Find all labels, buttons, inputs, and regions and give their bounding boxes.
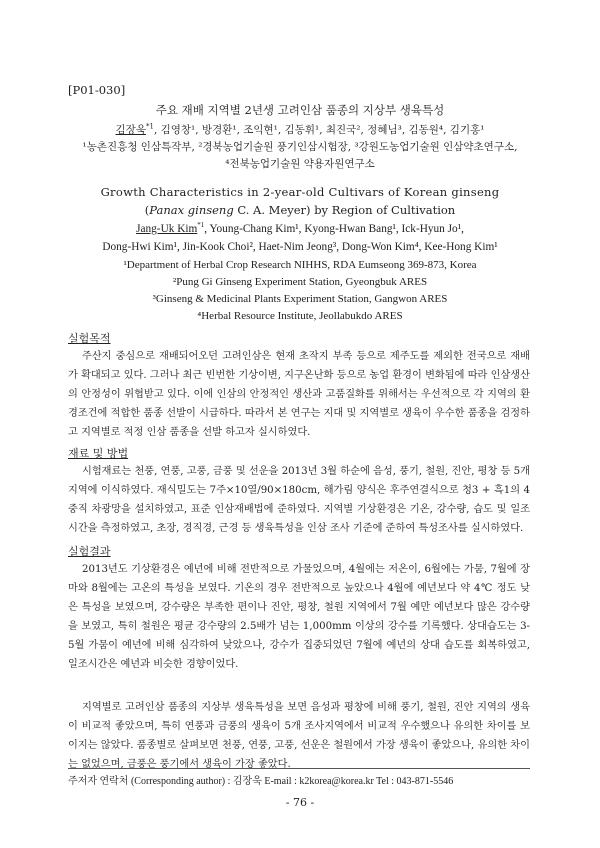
english-affiliation-1: ¹Department of Herbal Crop Research NIHHS, RDA Eumseong 369-873, Korea	[123, 259, 477, 271]
korean-authors	[40, 122, 560, 137]
english-authors-line-1: Jang-Uk Kim$^{*1}$, Young-Chang Kim¹, Kyong-Hwan Bang¹, Ick-Hyun Jo¹,	[136, 221, 464, 235]
section-heading-purpose: 실험목적	[68, 332, 111, 345]
korean-first-author-sup: *1	[145, 122, 154, 131]
section-heading-results: 실험결과	[68, 545, 111, 558]
scientific-name: Panax ginseng	[149, 203, 234, 217]
purpose-paragraph: 주산지 중심으로 재배되어오던 고려인삼은 현재 초작지 부족 등으로 제주도를 제외한 전국으로 재배가 확대되고 있다. 그러나 최근 빈번한 기상이변, 지구온난화 등으로 농업 환경이 변화됨에 따라 인삼생산의 안정성이 위협받고 있다. 이에 인삼의 안정적인 생산과 고품질화를 위해서는 우선적으로 각 지역의 환경조건에 적합한 품종 선발이 시급하다. 따라서 본 연구는 지대 및 지역별로 생육이 우수한 품종을 검정하고 지역별로 적정 인삼 품종을 선발 하고자 실시하였다.	[68, 351, 530, 438]
section-heading-methods: 재료 및 방법	[68, 447, 129, 460]
korean-affiliation-1: ¹농촌진흥청 인삼특작부, ²경북농업기술원 풍기인삼시험장, ³강원도농업기술원 인삼약초연구소,	[82, 141, 518, 153]
results-paragraph-2: 지역별로 고려인삼 품종의 지상부 생육특성을 보면 음성과 평창에 비해 풍기, 철원, 진안 지역의 생육이 비교적 좋았으며, 특히 연풍과 금풍의 생육이 5개 조사지역에서 비교적 우수했으나 유의한 차이를 보이지는 않았다. 품종별로 살펴보면 천풍, 연풍, 고풍, 선운은 철원에서 가장 생육이 좋았으나, 유의한 차이는 없었으며, 금풍은 풍기에서 생육이 가장 좋았다.	[68, 702, 530, 770]
english-affiliation-3: ³Ginseng & Medicinal Plants Experiment Station, Gangwon ARES	[152, 293, 448, 305]
corresponding-author-footer: 주저자 연락처 (Corresponding author) : 김장욱 E-mail : k2korea@korea.kr Tel : 043-871-5546	[68, 776, 454, 787]
english-authors-line-2: Dong-Hwi Kim¹, Jin-Kook Choi², Haet-Nim Jeong³, Dong-Won Kim⁴, Kee-Hong Kim¹	[102, 241, 498, 253]
english-title-line-2: (Panax ginseng C. A. Meyer) by Region of Cultivation	[144, 203, 456, 217]
korean-affiliation-2: ⁴전북농업기술원 약용자원연구소	[225, 158, 375, 170]
korean-first-author: 김장욱	[115, 124, 146, 136]
english-first-author: Jang-Uk Kim	[136, 223, 198, 235]
english-title-line-1: Growth Characteristics in 2-year-old Cultivars of Korean ginseng	[100, 185, 500, 199]
korean-title: 주요 재배 지역별 2년생 고려인삼 품종의 지상부 생육특성	[155, 103, 445, 117]
methods-paragraph: 시험재료는 천풍, 연풍, 고풍, 금풍 및 선운을 2013년 3월 하순에 음성, 풍기, 철원, 진안, 평창 등 5개 지역에 이식하였다. 재식밀도는 7주×10열/90×180cm, 해가림 양식은 후주연결식으로 청3 + 흑1의 4중직 차광망을 설치하였고, 표준 인삼재배법에 준하였다. 지역별 기상환경은 기온, 강수량, 습도 및 일조시간을 측정하였고, 초장, 경직경, 근경 등 생육특성을 인삼 조사 기준에 준하여 특성조사를 실시하였다.	[68, 466, 530, 534]
page-number: - 76 -	[285, 796, 315, 809]
english-affiliation-4: ⁴Herbal Resource Institute, Jeollabukdo ARES	[197, 310, 403, 322]
results-paragraph-1: 2013년도 기상환경은 예년에 비해 전반적으로 가물었으며, 4월에는 저온이, 6월에는 가뭄, 7월에 장마와 8월에는 고온의 특성을 보였다. 기온의 경우 전반적으로 높았으나 4월에 예년보다 약 4℃ 정도 낮은 특성을 보였으며, 강수량은 부족한 편이나 진안, 평창, 철원 지역에서 7월 예만 예년보다 많은 강수량을 보였고, 특히 철원은 평균 강수량의 2.5배가 넘는 1,000mm 이상의 강수를 기록했다. 상대습도는 3-5월 가뭄이 예년에 비해 심각하여 낮았으나, 강수가 집중되었던 7월에 예년의 상대 습도를 회복하였고, 일조시간은 예년과 비슷한 경향이었다.	[68, 564, 530, 670]
abstract-code: [P01-030]	[68, 83, 126, 97]
english-affiliation-2: ²Pung Gi Ginseng Experiment Station, Gyeongbuk ARES	[172, 276, 428, 288]
footer-divider	[68, 768, 530, 769]
korean-other-authors: , 김영창¹, 방경환¹, 조익현¹, 김동휘¹, 최진국², 정혜님³, 김동원⁴, 김기홍¹	[153, 124, 485, 136]
english-first-author-sup: *1	[197, 221, 205, 230]
